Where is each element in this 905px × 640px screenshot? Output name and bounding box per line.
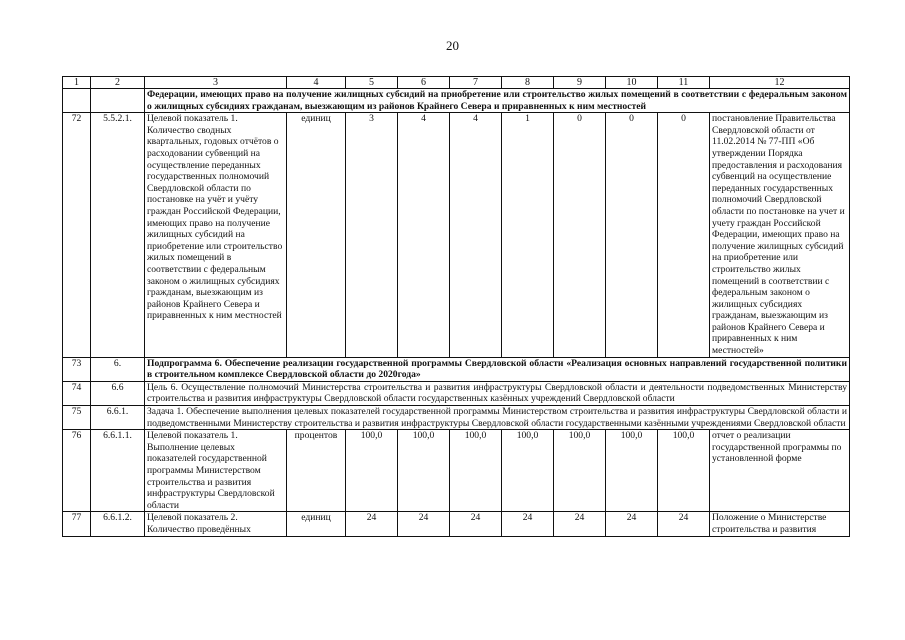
- value-cell: 100,0: [346, 430, 398, 512]
- header-cell: 5: [346, 77, 398, 89]
- indicators-table: [62, 76, 850, 537]
- table-row: [63, 113, 850, 357]
- header-cell: 3: [145, 77, 287, 89]
- row-code: 6.6: [91, 381, 145, 405]
- header-cell: 7: [450, 77, 502, 89]
- continuation-row: [63, 89, 850, 113]
- table-row: [63, 357, 850, 381]
- source-cell: постановление Правительства Свердловской области от 11.02.2014 № 77-ПП «Об утверждении Порядка предоставления и расходования субвенций на осуществление переданных государственных полномочий Свердловской области по постановке на учет и учету граждан Российской Федерации, имеющих право на получение жилищных субсидий на приобретение или строительство жилых помещений в соответствии с федеральным законом о жилищных субсидиях гражданам, выезжающим из районов Крайнего Севера и приравненных к ним местностей»: [710, 113, 850, 357]
- unit: процентов: [287, 430, 346, 512]
- header-cell: 8: [502, 77, 554, 89]
- row-number: 75: [63, 406, 91, 430]
- continuation-text: Федерации, имеющих право на получение жилищных субсидий на приобретение или строительство жилых помещений в соответствии с федеральным законом о жилищных субсидиях гражданам, выезжающим из районов Крайнего Севера и приравненных к ним местностей: [145, 89, 850, 113]
- value-cell: 1: [502, 113, 554, 357]
- row-code: 6.: [91, 357, 145, 381]
- row-code: 5.5.2.1.: [91, 113, 145, 357]
- header-cell: 1: [63, 77, 91, 89]
- task-text: Задача 1. Обеспечение выполнения целевых показателей государственной программы Министерством строительства и развития инфраструктуры Свердловской области и подведомственными Министерству строительства и развития инфраструктуры Свердловской области государственными казёнными учреждениями Свердловской области: [145, 406, 850, 430]
- table-row: [63, 430, 850, 512]
- indicator-name: Целевой показатель 1. Количество сводных квартальных, годовых отчётов о расходовании субвенций на осуществление переданных государственных полномочий Свердловской области по постановке на учёт и учёту граждан Российской Федерации, имеющих право на получение жилищных субсидий на приобретение или строительство жилых помещений в соответствии с федеральным законом о жилищных субсидиях гражданам, выезжающим из районов Крайнего Севера и приравненных к ним местностей: [145, 113, 287, 357]
- row-number: 74: [63, 381, 91, 405]
- row-number: 77: [63, 512, 91, 536]
- source-cell: Положение о Министерстве строительства и развития: [710, 512, 850, 536]
- row-number: 73: [63, 357, 91, 381]
- header-cell: 12: [710, 77, 850, 89]
- value-cell: 4: [450, 113, 502, 357]
- source-cell: отчет о реализации государственной программы по установленной форме: [710, 430, 850, 512]
- value-cell: 4: [398, 113, 450, 357]
- indicator-name: Целевой показатель 1. Выполнение целевых показателей государственной программы Министерством строительства и развития инфраструктуры Свердловской области: [145, 430, 287, 512]
- value-cell: 0: [554, 113, 606, 357]
- value-cell: 100,0: [658, 430, 710, 512]
- table-row: [63, 381, 850, 405]
- row-code: 6.6.1.2.: [91, 512, 145, 536]
- row-code: 6.6.1.1.: [91, 430, 145, 512]
- value-cell: 100,0: [554, 430, 606, 512]
- value-cell: 0: [606, 113, 658, 357]
- value-cell: 100,0: [450, 430, 502, 512]
- value-cell: 24: [502, 512, 554, 536]
- header-cell: 4: [287, 77, 346, 89]
- value-cell: 24: [554, 512, 606, 536]
- value-cell: 100,0: [398, 430, 450, 512]
- value-cell: 100,0: [502, 430, 554, 512]
- value-cell: 3: [346, 113, 398, 357]
- value-cell: 24: [450, 512, 502, 536]
- header-row: [63, 77, 850, 89]
- value-cell: 24: [398, 512, 450, 536]
- subprogram-text: Подпрограмма 6. Обеспечение реализации государственной программы Свердловской области «Реализация основных направлений государственной политики в строительном комплексе Свердловской области до 2020года»: [145, 357, 850, 381]
- goal-text: Цель 6. Осуществление полномочий Министерства строительства и развития инфраструктуры Свердловской области и деятельности подведомственных Министерству строительства и развития инфраструктуры Свердловской области государственных казённых учреждений Свердловской области: [145, 381, 850, 405]
- value-cell: 24: [606, 512, 658, 536]
- page-number: 20: [446, 38, 459, 53]
- header-cell: 6: [398, 77, 450, 89]
- value-cell: 24: [658, 512, 710, 536]
- value-cell: 24: [346, 512, 398, 536]
- unit: единиц: [287, 512, 346, 536]
- table-row: [63, 512, 850, 536]
- value-cell: 0: [658, 113, 710, 357]
- header-cell: 10: [606, 77, 658, 89]
- row-code: 6.6.1.: [91, 406, 145, 430]
- row-number: 76: [63, 430, 91, 512]
- indicator-name: Целевой показатель 2. Количество проведённых: [145, 512, 287, 536]
- unit: единиц: [287, 113, 346, 357]
- table-row: [63, 406, 850, 430]
- value-cell: 100,0: [606, 430, 658, 512]
- header-cell: 11: [658, 77, 710, 89]
- header-cell: 2: [91, 77, 145, 89]
- row-number: 72: [63, 113, 91, 357]
- header-cell: 9: [554, 77, 606, 89]
